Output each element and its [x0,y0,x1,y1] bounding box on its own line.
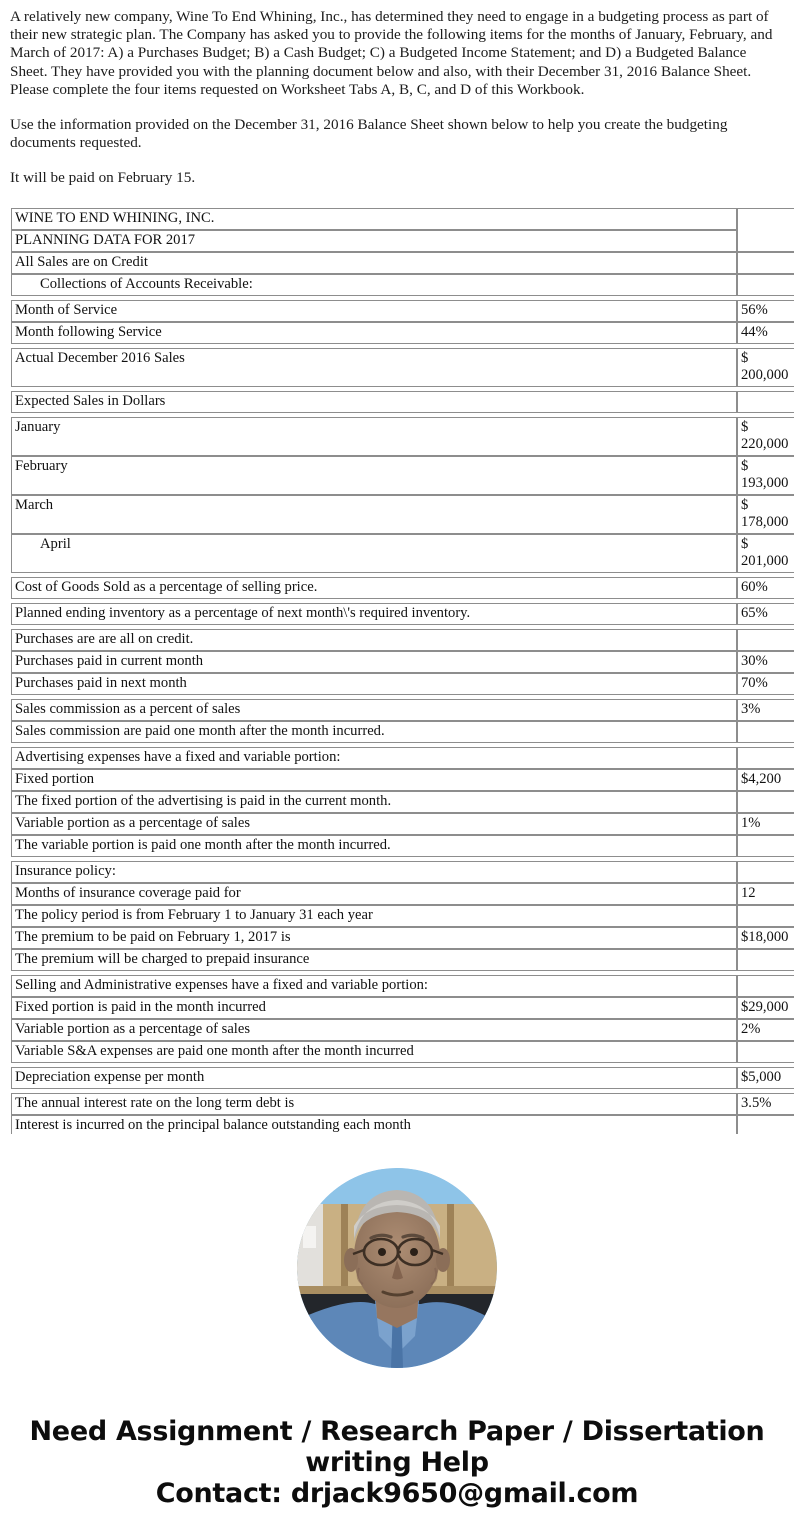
row-value: 65% [737,603,794,625]
row-value [737,391,794,413]
row-value: 30% [737,651,794,673]
row-label: All Sales are on Credit [11,252,737,274]
row-label: Months of insurance coverage paid for [11,883,737,905]
row-label: Purchases paid in next month [11,673,737,695]
row-value [737,835,794,857]
row-value: $ 200,000 [737,348,794,387]
row-value [737,1041,794,1063]
planning-data-table-body [11,208,794,252]
row-value: 1% [737,813,794,835]
row-label: Interest is incurred on the principal balance outstanding each month [11,1115,737,1134]
table-row [11,322,794,344]
table-row [11,274,794,296]
intro-paragraph-2: Use the information provided on the December 31, 2016 Balance Sheet shown below to help you create the budgeting documents requested. [10,116,728,152]
row-label: Collections of Accounts Receivable: [11,274,737,296]
row-label: Cost of Goods Sold as a percentage of selling price. [11,577,737,599]
table-row [11,534,794,573]
row-value: $ 201,000 [737,534,794,573]
row-value: 44% [737,322,794,344]
row-value: $29,000 [737,997,794,1019]
row-label: Insurance policy: [11,861,737,883]
table-row [11,495,794,534]
row-label: Sales commission are paid one month after the month incurred. [11,721,737,743]
row-value [737,1115,794,1134]
table-row [11,861,794,883]
footer-line-2: writing Help [305,1446,489,1478]
table-row [11,997,794,1019]
row-value [737,721,794,743]
row-label: Expected Sales in Dollars [11,391,737,413]
row-label: Advertising expenses have a fixed and variable portion: [11,747,737,769]
table-row [11,747,794,769]
row-value [737,905,794,927]
row-label: Purchases paid in current month [11,651,737,673]
table-row [11,348,794,387]
row-value: 56% [737,300,794,322]
row-value: 2% [737,1019,794,1041]
table-row [11,835,794,857]
table-row [11,651,794,673]
row-label: Selling and Administrative expenses have a fixed and variable portion: [11,975,737,997]
table-row [11,603,794,625]
row-value [737,629,794,651]
row-value: $5,000 [737,1067,794,1089]
table-row [11,769,794,791]
row-value [737,252,794,274]
row-value: 12 [737,883,794,905]
intro-paragraph-3: It will be paid on February 15. [10,169,196,187]
row-value: 3.5% [737,1093,794,1115]
table-row [11,721,794,743]
table-row [11,417,794,456]
row-label: The premium to be paid on February 1, 2017 is [11,927,737,949]
portrait-container [10,1168,784,1368]
row-label: March [11,495,737,534]
avatar [297,1168,497,1368]
table-row [11,1093,794,1115]
company-name-cell: WINE TO END WHINING, INC. [11,208,737,230]
row-label: The policy period is from February 1 to January 31 each year [11,905,737,927]
row-value [737,747,794,769]
table-row [11,577,794,599]
row-label: Fixed portion is paid in the month incurred [11,997,737,1019]
row-label: Planned ending inventory as a percentage of next month\'s required inventory. [11,603,737,625]
table-row [11,1067,794,1089]
table-row [11,975,794,997]
row-label: Depreciation expense per month [11,1067,737,1089]
row-label: Variable portion as a percentage of sales [11,813,737,835]
table-row [11,1115,794,1134]
row-value: $ 193,000 [737,456,794,495]
table-row [11,813,794,835]
table-row [11,300,794,322]
row-label: February [11,456,737,495]
row-label: January [11,417,737,456]
footer-line-3: Contact: drjack9650@gmail.com [155,1477,639,1509]
row-value [737,274,794,296]
table-row [11,673,794,695]
footer-line-1: Need Assignment / Research Paper / Dissertation [29,1415,765,1447]
table-row [11,699,794,721]
footer-advertisement [10,1416,784,1533]
row-label: Sales commission as a percent of sales [11,699,737,721]
row-value [737,975,794,997]
table-row [11,456,794,495]
planning-data-title-cell: PLANNING DATA FOR 2017 [11,230,737,252]
table-title-row-2 [11,230,794,252]
row-label: The variable portion is paid one month after the month incurred. [11,835,737,857]
portrait-photo-icon [297,1168,497,1368]
row-label: Actual December 2016 Sales [11,348,737,387]
table-row [11,629,794,651]
table-title-row-1 [11,208,794,230]
row-value [737,861,794,883]
row-label: Month following Service [11,322,737,344]
row-value: 3% [737,699,794,721]
table-row [11,927,794,949]
row-value: 60% [737,577,794,599]
table-row [11,1041,794,1063]
row-label: Purchases are are all on credit. [11,629,737,651]
row-label: Variable portion as a percentage of sales [11,1019,737,1041]
row-value: 70% [737,673,794,695]
table-row [11,391,794,413]
table-row [11,883,794,905]
row-value: $4,200 [737,769,794,791]
row-label: The premium will be charged to prepaid insurance [11,949,737,971]
planning-data-rows [11,252,794,1134]
table-row [11,949,794,971]
table-row [11,252,794,274]
title-value-blank-cell [737,208,794,252]
row-label: April [11,534,737,573]
row-label: The annual interest rate on the long term debt is [11,1093,737,1115]
planning-data-table [11,208,794,1134]
row-value: $18,000 [737,927,794,949]
table-row [11,1019,794,1041]
table-row [11,791,794,813]
row-label: Fixed portion [11,769,737,791]
table-row [11,905,794,927]
row-value: $ 178,000 [737,495,794,534]
row-label: Variable S&A expenses are paid one month after the month incurred [11,1041,737,1063]
row-label: Month of Service [11,300,737,322]
row-value [737,791,794,813]
row-value: $ 220,000 [737,417,794,456]
row-label: The fixed portion of the advertising is paid in the current month. [11,791,737,813]
intro-paragraph-1: A relatively new company, Wine To End Whining, Inc., has determined they need to engage in a budgeting process as part of their new strategic plan. The Company has asked you to provide the following items for the months of January, February, and March of 2017: A) a Purchases Budget; B) a Cash Budget; C) a Budgeted Income Statement; and D) a Budgeted Balance Sheet. They have provided you with the planning document below and also, with their December 31, 2016 Balance Sheet. Please complete the four items requested on Worksheet Tabs A, B, C, and D of this Workbook. [10,8,773,98]
row-value [737,949,794,971]
